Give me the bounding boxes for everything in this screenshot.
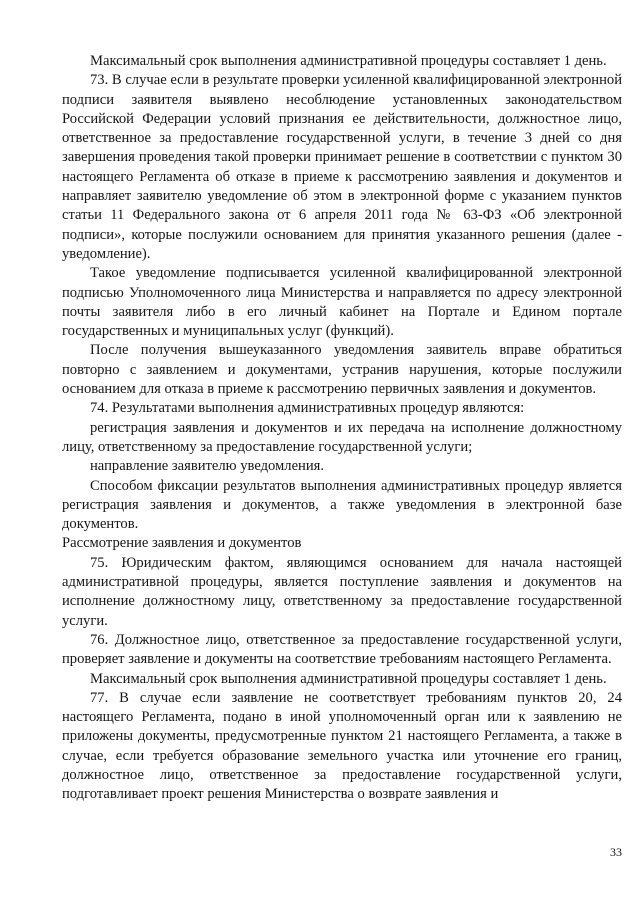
paragraph: Способом фиксации результатов выполнения административных процедур является регистрация заявления и документов, а также уведомления в электронной базе документов. [62, 477, 622, 533]
paragraph: направление заявителю уведомления. [90, 458, 325, 475]
paragraph: регистрация заявления и документов и их передача на исполнение должностному лицу, ответственному за предоставление государственной услуги; [62, 419, 622, 455]
paragraph: После получения вышеуказанного уведомления заявитель вправе обратиться повторно с заявлением и документами, устранив нарушения, которые послужили основанием для отказа в приеме к рассмотрению первичных заявления и документов. [62, 342, 622, 398]
paragraph: 73. В случае если в результате проверки усиленной квалифицированной электронной подписи заявителя выявлено несоблюдение установленных законодательством Российской Федерации условий признания ее действительности, должностное лицо, ответственное за предоставление государственной услуги, в течение 3 дней со дня завершения проведения такой проверки принимает решение в соответствии с пунктом 30 настоящего Регламента об отказе в приеме к рассмотрению заявления и документов и направляет заявителю уведомление об этом в электронной форме с указанием пунктов статьи 11 Федерального закона от 6 апреля 2011 года № 63-ФЗ «Об электронной подписи», которые послужили основанием для принятия указанного решения (далее - уведомление). [62, 72, 622, 262]
paragraph: 74. Результатами выполнения административных процедур являются: [90, 400, 525, 417]
paragraph: 77. В случае если заявление не соответствует требованиям пунктов 20, 24 настоящего Регламента, подано в иной уполномоченный орган или к заявлению не приложены документы, предусмотренные пунктом 21 настоящего Регламента, а также в случае, если требуется образование земельного участка или уточнение его границ, должностное лицо, ответственное за предоставление государственной услуги, подготавливает проект решения Министерства о возврате заявления и [62, 689, 622, 803]
section-heading: Рассмотрение заявления и документов [62, 535, 302, 552]
paragraph: 75. Юридическим фактом, являющимся основанием для начала настоящей административной процедуры, является поступление заявления и документов на исполнение должностному лицу, ответственному за предоставление государственной услуги. [62, 554, 622, 629]
document-body [62, 52, 622, 805]
paragraph: 76. Должностное лицо, ответственное за предоставление государственной услуги, проверяет заявление и документы на соответствие требованиям настоящего Регламента. [62, 631, 622, 668]
paragraph: Максимальный срок выполнения административной процедуры составляет 1 день. [90, 53, 607, 69]
page-number: 33 [610, 845, 622, 859]
paragraph: Максимальный срок выполнения административной процедуры составляет 1 день. [90, 670, 607, 687]
paragraph: Такое уведомление подписывается усиленной квалифицированной электронной подписью Уполномоченного лица Министерства и направляется по адресу электронной почты заявителя либо в его личный кабинет на Портале и Едином портале государственных и муниципальных услуг (функций). [62, 265, 622, 340]
